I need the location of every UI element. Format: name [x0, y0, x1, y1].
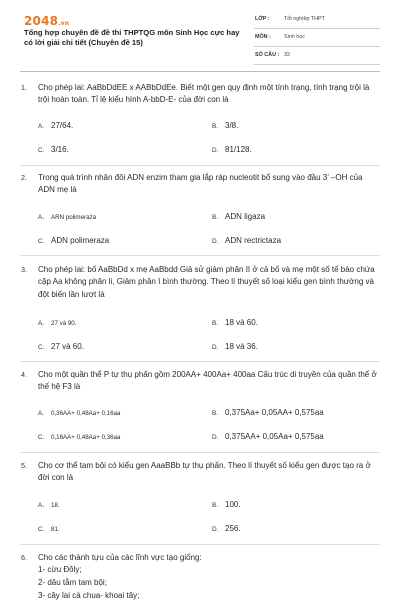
question-line: 3- cây lai cà chua- khoai tây; — [38, 591, 140, 600]
option-letter: A. — [38, 502, 45, 509]
option-text: 3/16. — [51, 145, 69, 154]
question-text: Cho một quần thể P tự thụ phấn gồm 200AA+ 400Aa+ 400aa Cấu trúc di truyền của quần thể ở thế hệ F3 là — [38, 370, 377, 392]
option-d[interactable] — [212, 145, 252, 154]
option-b[interactable] — [212, 121, 238, 130]
option-c[interactable] — [38, 236, 109, 245]
option-a[interactable] — [38, 212, 96, 221]
option-text: 18 và 60. — [225, 318, 258, 327]
option-letter: B. — [212, 214, 219, 221]
option-a[interactable] — [38, 121, 73, 130]
option-d[interactable] — [212, 432, 324, 441]
document-info — [254, 14, 380, 68]
question-divider — [20, 361, 380, 362]
option-letter: B. — [212, 320, 219, 327]
option-letter: C. — [38, 344, 45, 351]
option-letter: C. — [38, 238, 45, 245]
option-text: 3/8. — [225, 121, 239, 130]
option-letter: C. — [38, 434, 45, 441]
option-c[interactable] — [38, 342, 84, 351]
option-b[interactable] — [212, 500, 241, 509]
option-text: 0,375Aa+ 0,05AA+ 0,575aa — [225, 408, 324, 417]
question-divider — [20, 165, 380, 166]
document-header — [0, 0, 400, 60]
option-text: ADN rectrictaza — [225, 236, 282, 245]
option-text: 0,16AA+ 0,48Aa+ 0,36aa — [51, 434, 121, 441]
question-number: 6. — [21, 553, 27, 562]
info-row-subject — [254, 32, 380, 47]
question-text: Cho phép lai: bố AaBbDd x mẹ AaBbdd Giả sử giảm phân II ở cả bố và mẹ một số tế bào chứa cặp Aa không phân li, Giảm phân I bình thường. Theo lí thuyết số loại kiểu gen bình thường và đột biến lần lượt là — [38, 265, 375, 299]
option-text: 27 và 60. — [51, 342, 84, 351]
option-text: 18. — [51, 502, 60, 509]
question-number: 5. — [21, 461, 27, 470]
option-letter: B. — [212, 123, 219, 130]
site-logo[interactable] — [24, 14, 69, 28]
option-text: 81/128. — [225, 145, 252, 154]
option-letter: A. — [38, 320, 45, 327]
option-letter: A. — [38, 410, 45, 417]
option-letter: A. — [38, 214, 45, 221]
option-d[interactable] — [212, 342, 258, 351]
option-text: ADN polimeraza — [51, 236, 110, 245]
question-number: 2. — [21, 173, 27, 182]
info-label: LỚP : — [255, 16, 270, 22]
option-text: 0,375AA+ 0,05Aa+ 0,575aa — [225, 432, 324, 441]
info-row-class — [254, 14, 380, 29]
option-c[interactable] — [38, 524, 60, 533]
option-letter: D. — [212, 344, 219, 351]
option-letter: D. — [212, 238, 219, 245]
option-c[interactable] — [38, 432, 121, 441]
option-text: 256. — [225, 524, 241, 533]
info-label: SỐ CÂU : — [255, 52, 280, 58]
question-text: Cho phép lai: AaBbDdEE x AABbDdEe. Biết một gen quy định một tính trạng, tính trạng trội là trội hoàn toàn. Tỉ lệ kiểu hình A-bbD-E- của đời con là — [38, 83, 370, 105]
info-row-question-count — [254, 50, 380, 65]
question-number: 4. — [21, 370, 27, 379]
option-letter: D. — [212, 147, 219, 154]
option-letter: D. — [212, 526, 219, 533]
option-b[interactable] — [212, 318, 258, 327]
document-title: Tổng hợp chuyên đề đề thi THPTQG môn Sinh Học cực hay có lời giải chi tiết (Chuyên đề 15) — [24, 28, 240, 47]
info-value: 32 — [284, 52, 290, 58]
option-letter: C. — [38, 526, 45, 533]
option-c[interactable] — [38, 145, 69, 154]
question-line: 1- cừu Đôly; — [38, 565, 82, 574]
option-letter: B. — [212, 502, 219, 509]
logo-suffix: .vn — [58, 20, 70, 27]
info-value: Sinh học — [284, 34, 305, 40]
question-divider — [20, 452, 380, 453]
question-text: Trong quá trình nhân đôi ADN enzim tham gia lắp ráp nucleotit bổ sung vào đầu 3’ –OH của ADN mẹ là — [38, 173, 363, 195]
option-letter: A. — [38, 123, 45, 130]
option-b[interactable] — [212, 408, 324, 417]
option-b[interactable] — [212, 212, 265, 221]
option-text: 0,36AA+ 0,48Aa+ 0,16aa — [51, 410, 121, 417]
option-letter: D. — [212, 434, 219, 441]
question-divider — [20, 544, 380, 545]
option-a[interactable] — [38, 318, 76, 327]
question-text: Cho cơ thể tam bội có kiểu gen AaaBBb tự thụ phấn. Theo lí thuyết số kiểu gen được tạo ra ở đời con là — [38, 461, 371, 483]
option-d[interactable] — [212, 236, 281, 245]
header-divider — [20, 71, 380, 72]
info-label: MÔN : — [255, 34, 271, 40]
question-text: Cho các thành tựu của các lĩnh vực tạo giống: — [38, 553, 202, 562]
option-letter: C. — [38, 147, 45, 154]
option-text: ADN ligaza — [225, 212, 266, 221]
option-a[interactable] — [38, 500, 60, 509]
option-text: 100. — [225, 500, 241, 509]
question-number: 3. — [21, 265, 27, 274]
option-letter: B. — [212, 410, 219, 417]
option-text: 81. — [51, 526, 60, 533]
question-number: 1. — [21, 83, 27, 92]
option-text: 27 và 90. — [51, 320, 77, 327]
question-divider — [20, 255, 380, 256]
option-a[interactable] — [38, 408, 121, 417]
option-text: ARN polimeraza — [51, 214, 97, 221]
option-d[interactable] — [212, 524, 241, 533]
question-line: 2- dâu tằm tam bội; — [38, 578, 107, 587]
option-text: 27/64. — [51, 121, 74, 130]
logo-main: 2048 — [24, 14, 59, 28]
info-value: Tốt nghiệp THPT — [284, 16, 325, 22]
option-text: 18 và 36. — [225, 342, 258, 351]
